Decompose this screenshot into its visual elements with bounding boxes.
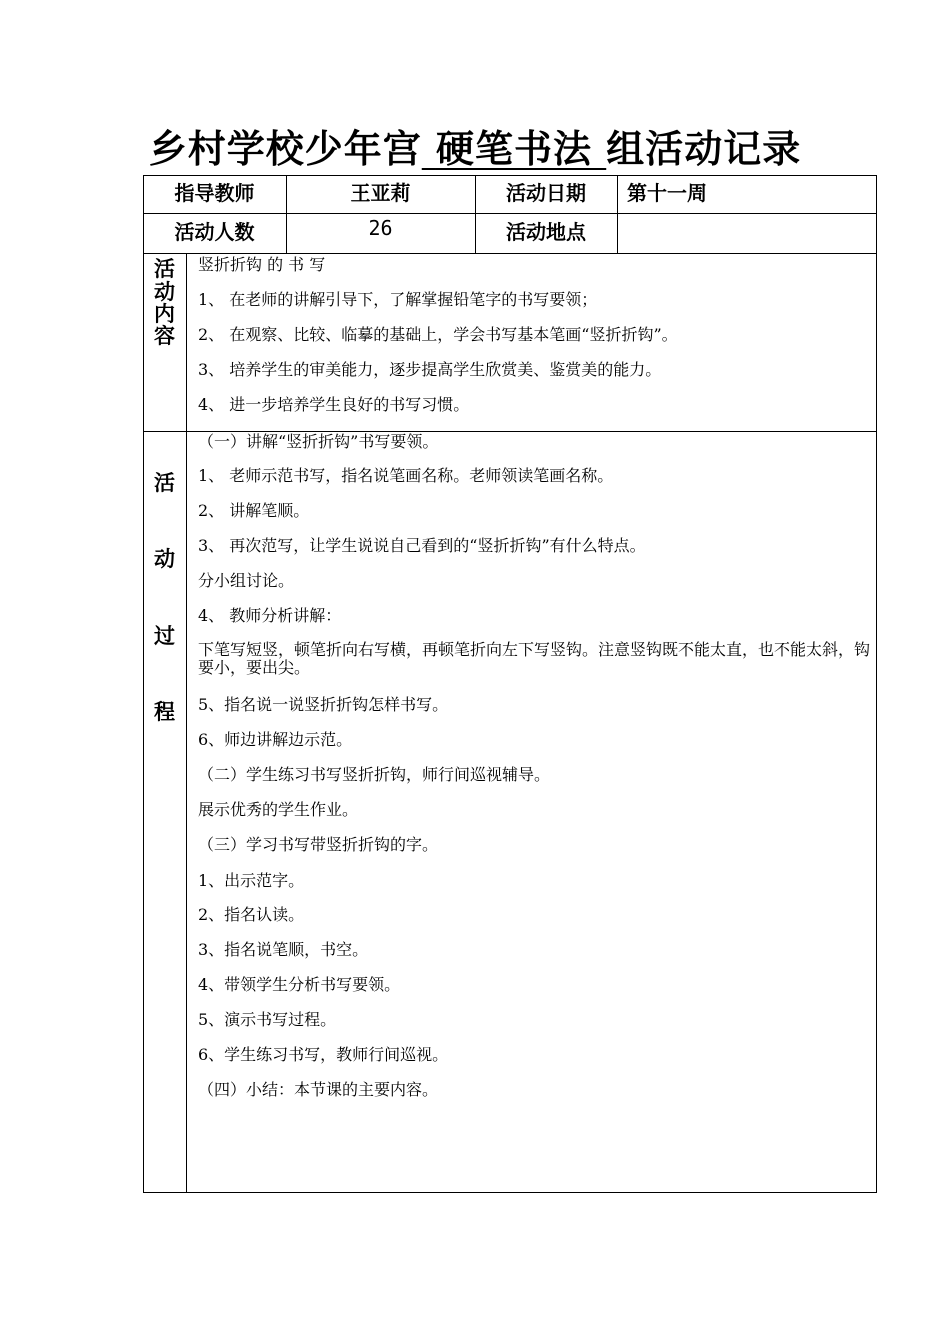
process-label-char: 过 (154, 623, 175, 648)
process-line: 5、演示书写过程。 (198, 1010, 337, 1029)
process-line: 展示优秀的学生作业。 (198, 800, 359, 819)
content-line: 3、 培养学生的审美能力，逐步提高学生欣赏美、鉴赏美的能力。 (198, 360, 662, 379)
page-title (0, 118, 950, 173)
process-line: 分小组讨论。 (198, 571, 295, 590)
content-line: 1、 在老师的讲解引导下，了解掌握铅笔字的书写要领； (198, 290, 598, 309)
process-label-char: 动 (154, 546, 175, 571)
label-col-divider (186, 253, 187, 1193)
process-line: 3、指名说笔顺，书空。 (198, 940, 369, 959)
title-suffix: 组活动记录 (606, 126, 802, 171)
process-line: （四）小结：本节课的主要内容。 (198, 1080, 439, 1099)
date-label: 活动日期 (506, 181, 586, 205)
content-line: 2、 在观察、比较、临摹的基础上，学会书写基本笔画“竖折折钩”。 (198, 325, 678, 344)
process-line: 2、 讲解笔顺。 (198, 501, 310, 520)
process-line: 6、师边讲解边示范。 (198, 730, 353, 749)
col-divider-3 (617, 175, 618, 254)
row-divider-1 (143, 213, 877, 214)
record-table (143, 175, 877, 1193)
process-line: 4、带领学生分析书写要领。 (198, 975, 401, 994)
content-label-char: 活 (154, 256, 175, 281)
process-line: 4、 教师分析讲解： (198, 606, 342, 625)
process-line: 1、 老师示范书写，指名说笔画名称。老师领读笔画名称。 (198, 466, 614, 485)
content-label-char: 内 (154, 301, 175, 326)
process-line: 6、学生练习书写，教师行间巡视。 (198, 1045, 449, 1064)
process-line: 3、 再次范写，让学生说说自己看到的“竖折折钩”有什么特点。 (198, 536, 646, 555)
title-prefix: 乡村学校少年宫 (148, 126, 422, 171)
count-label: 活动人数 (174, 220, 255, 244)
content-line: 4、 进一步培养学生良好的书写习惯。 (198, 395, 470, 414)
teacher-value: 王亚莉 (350, 181, 411, 205)
content-label-char: 容 (154, 323, 175, 348)
process-line: 5、指名说一说竖折折钩怎样书写。 (198, 695, 449, 714)
process-line: 下笔写短竖，顿笔折向右写横，再顿笔折向左下写竖钩。注意竖钩既不能太直，也不能太斜，钩要小，要出尖。 (198, 640, 871, 677)
content-label-char: 动 (154, 279, 175, 304)
teacher-label: 指导教师 (174, 181, 255, 205)
row-divider-2 (143, 253, 877, 254)
process-line: 1、出示范字。 (198, 871, 305, 890)
process-label-char: 活 (154, 470, 175, 495)
process-line: （三）学习书写带竖折折钩的字。 (198, 835, 439, 854)
table-border-top (143, 175, 877, 176)
title-group (422, 126, 606, 171)
place-label: 活动地点 (506, 220, 586, 244)
process-label-char: 程 (154, 699, 175, 724)
content-line: 竖折折钩 的 书 写 (198, 255, 326, 274)
process-line: 2、指名认读。 (198, 905, 305, 924)
process-line: （一）讲解“竖折折钩”书写要领。 (198, 432, 439, 451)
process-line: （二）学生练习书写竖折折钩，师行间巡视辅导。 (198, 765, 551, 784)
date-value: 第十一周 (627, 181, 707, 205)
count-value: 26 (368, 216, 393, 240)
title-group-name: 硬笔书法 (435, 126, 592, 171)
table-border-right (876, 175, 877, 1193)
table-border-bottom (143, 1192, 877, 1193)
